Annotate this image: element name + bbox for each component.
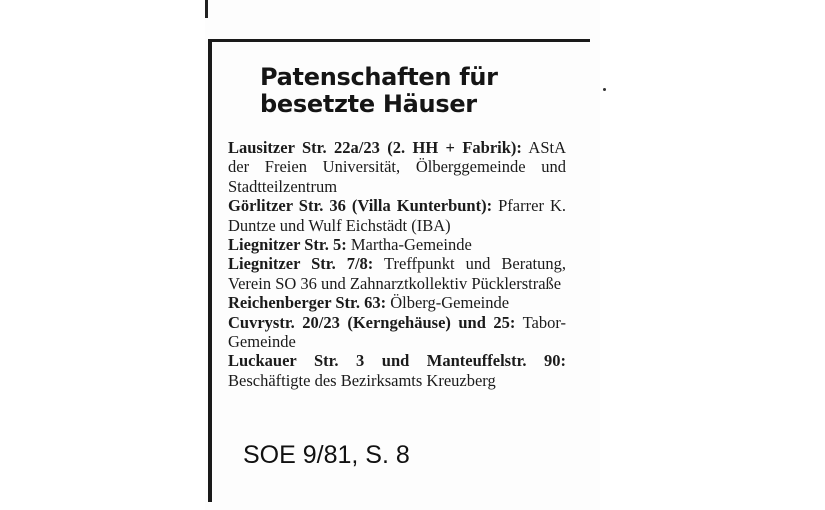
entry-sponsor: Beschäftigte des Bezirksamts Kreuzberg <box>228 370 496 390</box>
list-item <box>228 351 566 390</box>
page-edge-mark <box>205 0 208 18</box>
entry-address: Liegnitzer Str. 7/8: <box>228 254 374 274</box>
entry-sponsor: Pfarrer K. Duntze und Wulf Eichstädt (IBA) <box>228 196 567 235</box>
sponsorship-list <box>228 138 566 390</box>
list-item <box>228 196 566 235</box>
top-border-rule <box>210 39 590 42</box>
list-item <box>228 313 566 352</box>
list-item <box>228 235 566 254</box>
left-border-rule <box>208 39 212 502</box>
print-speck <box>603 88 606 91</box>
entry-address: Luckauer Str. 3 und Manteuffelstr. 90: <box>228 351 566 371</box>
list-item <box>228 138 566 196</box>
entry-sponsor: Martha-Gemeinde <box>346 235 472 255</box>
entry-address: Reichenberger Str. 63: <box>228 293 387 313</box>
entry-sponsor: Treffpunkt und Beratung, Verein SO 36 und Zahnarztkollektiv Pücklerstraße <box>228 254 567 293</box>
article-title <box>260 64 498 118</box>
title-line-1: Patenschaften für <box>260 63 498 91</box>
entry-sponsor: Tabor-Gemeinde <box>228 312 566 352</box>
source-citation: SOE 9/81, S. 8 <box>243 441 410 469</box>
title-line-2: besetzte Häuser <box>260 90 477 118</box>
entry-sponsor: AStA der Freien Universität, Ölberggemeinde und Stadtteilzentrum <box>228 138 566 196</box>
list-item <box>228 293 566 312</box>
entry-sponsor: Ölberg-Gemeinde <box>386 293 510 313</box>
list-item <box>228 254 566 293</box>
entry-address: Cuvrystr. 20/23 (Kerngehäuse) und 25: <box>228 312 516 332</box>
entry-address: Görlitzer Str. 36 (Villa Kunterbunt): <box>228 196 493 216</box>
entry-address: Liegnitzer Str. 5: <box>228 235 347 255</box>
entry-address: Lausitzer Str. 22a/23 (2. HH + Fabrik): <box>228 138 522 157</box>
